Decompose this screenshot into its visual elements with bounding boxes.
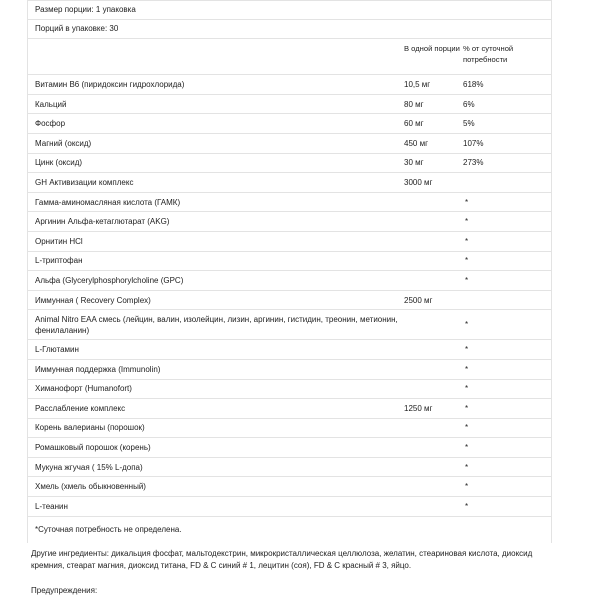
footnote: *Суточная потребность не определена. [35,525,182,535]
table-row [28,114,551,134]
table-row [28,340,551,360]
ingredient-amount: 3000 мг [404,177,433,187]
ingredient-rows [28,75,551,516]
ingredient-name: Animal Nitro EAA смесь (лейцин, валин, изолейцин, лизин, аргинин, гистидин, треонин, метионин, фенилаланин) [35,314,398,335]
daily-value-column-header: % от суточной потребности [463,44,514,65]
ingredient-name: L-Глютамин [35,345,79,355]
ingredient-amount: 450 мг [404,138,428,148]
ingredient-amount: 2500 мг [404,295,433,305]
ingredient-daily-value: 273% [463,158,484,168]
table-row [28,380,551,400]
ingredient-amount: 10,5 мг [404,79,431,89]
warnings-label: Предупреждения: [31,586,98,595]
table-row [28,399,551,419]
ingredient-daily-value: * [465,275,469,285]
ingredient-daily-value: * [465,501,469,511]
ingredient-name: Химанофорт (Humanofort) [35,384,132,394]
ingredient-daily-value: * [465,482,469,492]
ingredient-daily-value: 6% [463,99,475,109]
ingredient-daily-value: * [465,443,469,453]
serving-size: Размер порции: 1 упаковка [35,5,136,15]
ingredient-amount: 60 мг [404,119,424,129]
ingredient-daily-value: * [465,320,469,330]
ingredient-daily-value: * [465,384,469,394]
table-row [28,212,551,232]
ingredient-name: L-теанин [35,501,68,511]
table-row [28,252,551,272]
other-ingredients: Другие ингредиенты: дикальция фосфат, мальтодекстрин, микрокристаллическая целлюлоза, желатин, стеариновая кислота, диоксид кремния, стеарат магния, диоксид титана, FD & C синий # 1, лецитин (соя), FD & C красный # 3, яйцо. [31,549,533,570]
table-row [28,477,551,497]
ingredient-amount: 30 мг [404,158,424,168]
table-row [28,193,551,213]
ingredient-name: Гамма-аминомасляная кислота (ГАМК) [35,197,181,207]
ingredient-name: Иммунная ( Recovery Complex) [35,295,151,305]
ingredient-amount: 1250 мг [404,403,433,413]
table-row [28,232,551,252]
table-row [28,95,551,115]
ingredient-daily-value: * [465,403,469,413]
table-row [28,419,551,439]
ingredient-name: Расслабление комплекс [35,403,126,413]
table-row [28,173,551,193]
ingredient-daily-value: * [465,217,469,227]
table-row [28,458,551,478]
table-row [28,497,551,517]
ingredient-daily-value: 107% [463,138,484,148]
ingredient-daily-value: * [465,364,469,374]
table-row [28,271,551,291]
servings-per-container-row [28,20,551,40]
footnote-row [28,517,551,543]
table-header [28,39,551,75]
table-row [28,360,551,380]
ingredient-name: Корень валерианы (порошок) [35,423,145,433]
servings-per-container: Порций в упаковке: 30 [35,24,119,34]
ingredient-daily-value: * [465,345,469,355]
ingredient-daily-value: * [465,197,469,207]
ingredient-daily-value: * [465,462,469,472]
ingredient-name: L-триптофан [35,256,83,266]
supplement-facts-table [27,0,552,543]
ingredient-daily-value: 618% [463,79,484,89]
ingredient-daily-value: 5% [463,119,475,129]
table-row [28,438,551,458]
ingredient-daily-value: * [465,256,469,266]
ingredient-name: Фосфор [35,119,66,129]
amount-column-header: В одной порции [404,44,460,54]
ingredient-name: Витамин B6 (пиридоксин гидрохлорида) [35,79,185,89]
table-row [28,310,551,340]
ingredient-name: Магний (оксид) [35,138,92,148]
ingredient-name: Альфа (Glycerylphosphorylcholine (GPC) [35,275,184,285]
ingredient-name: Орнитин HCl [35,236,83,246]
ingredient-name: Хмель (хмель обыкновенный) [35,482,146,492]
ingredient-name: Иммунная поддержка (Immunolin) [35,364,161,374]
table-row [28,134,551,154]
ingredient-name: Ромашковый порошок (корень) [35,443,151,453]
table-row [28,291,551,311]
ingredient-daily-value: * [465,236,469,246]
ingredient-name: Аргинин Альфа-кетаглютарат (AKG) [35,217,170,227]
ingredient-name: Мукуна жгучая ( 15% L-допа) [35,462,143,472]
table-row [28,75,551,95]
ingredient-amount: 80 мг [404,99,424,109]
ingredient-daily-value: * [465,423,469,433]
ingredient-name: Кальций [35,99,67,109]
serving-size-row [28,0,551,20]
ingredient-name: GH Активизации комплекс [35,177,134,187]
table-row [28,154,551,174]
ingredient-name: Цинк (оксид) [35,158,83,168]
